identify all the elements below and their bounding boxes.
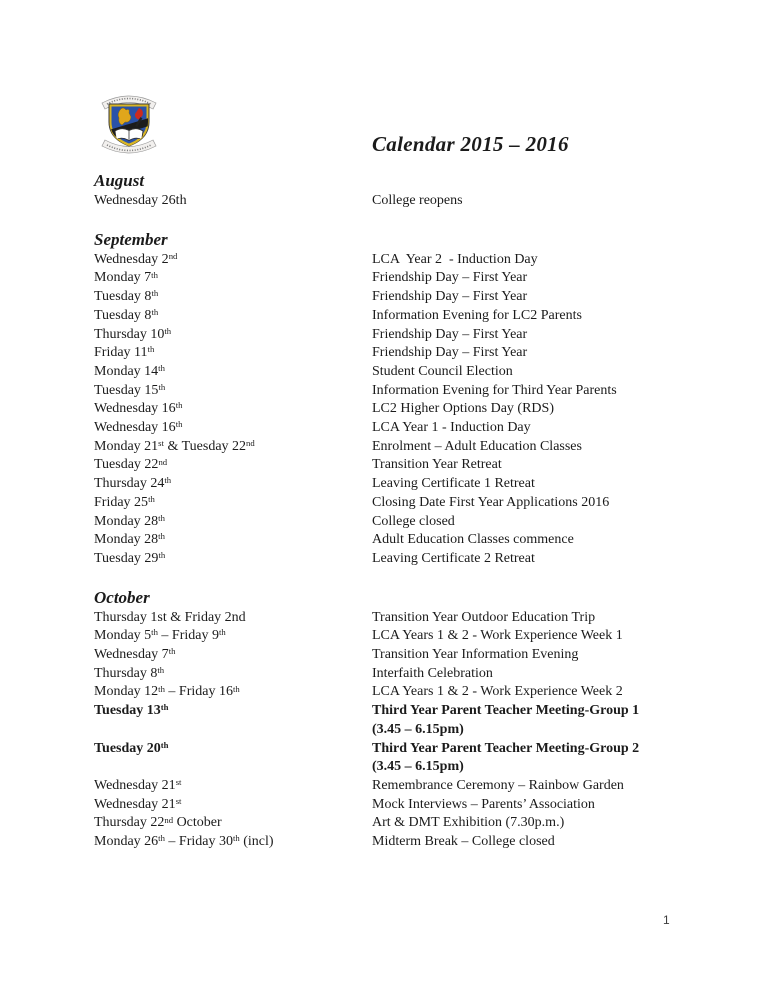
row-date: Friday 11th (94, 344, 155, 361)
row-event: College closed (372, 513, 455, 529)
row-event: Transition Year Retreat (372, 457, 502, 473)
school-crest-icon (95, 86, 163, 164)
calendar-row (94, 665, 710, 684)
row-event: Third Year Parent Teacher Meeting-Group 2 (3.45 – 6.15pm) (372, 740, 640, 775)
row-date: Wednesday 16th (94, 419, 183, 436)
row-event: Friendship Day – First Year (372, 345, 528, 361)
calendar-row (94, 646, 710, 665)
row-event: LCA Year 1 - Induction Day (372, 420, 531, 436)
row-event: Transition Year Information Evening (372, 647, 579, 663)
calendar-row (94, 307, 710, 326)
row-date: Tuesday 15th (94, 381, 166, 398)
row-date: Monday 12th – Friday 16th (94, 683, 240, 700)
row-event: Information Evening for Third Year Parents (372, 382, 617, 398)
calendar-row (94, 796, 710, 815)
row-date: Tuesday 13th (94, 702, 169, 719)
calendar-row (94, 740, 710, 777)
row-event: Art & DMT Exhibition (7.30p.m.) (372, 815, 565, 831)
calendar-row (94, 400, 710, 419)
calendar-row (94, 419, 710, 438)
row-date: Wednesday 7th (94, 646, 176, 663)
calendar-row (94, 550, 710, 569)
row-event: Transition Year Outdoor Education Trip (372, 609, 596, 625)
row-date: Thursday 8th (94, 664, 165, 681)
page-number: 1 (663, 913, 670, 927)
calendar-content (94, 170, 710, 852)
row-event: Leaving Certificate 2 Retreat (372, 550, 535, 566)
calendar-row (94, 192, 710, 211)
calendar-row (94, 363, 710, 382)
row-event: Midterm Break – College closed (372, 834, 555, 850)
row-date: Monday 28th (94, 531, 165, 548)
calendar-row (94, 251, 710, 270)
row-date: Monday 28th (94, 512, 165, 529)
calendar-section-september (94, 229, 710, 569)
row-date: Thursday 1st & Friday 2nd (94, 609, 246, 625)
row-event: Remembrance Ceremony – Rainbow Garden (372, 777, 624, 793)
row-event: Enrolment – Adult Education Classes (372, 438, 582, 454)
calendar-row (94, 833, 710, 852)
row-event: LCA Years 1 & 2 - Work Experience Week 2 (372, 684, 623, 700)
calendar-row (94, 438, 710, 457)
row-date: Tuesday 8th (94, 306, 159, 323)
row-event: LC2 Higher Options Day (RDS) (372, 401, 554, 417)
row-event: Student Council Election (372, 363, 513, 379)
row-event: Leaving Certificate 1 Retreat (372, 476, 535, 492)
row-event: LCA Year 2 - Induction Day (372, 251, 538, 267)
calendar-row (94, 814, 710, 833)
row-date: Monday 26th – Friday 30th (incl) (94, 833, 274, 850)
row-date: Tuesday 22nd (94, 456, 168, 473)
calendar-row (94, 456, 710, 475)
row-date: Monday 14th (94, 363, 165, 379)
calendar-row (94, 609, 710, 628)
section-heading: October (94, 587, 150, 607)
page-title: Calendar 2015 – 2016 (372, 132, 569, 156)
calendar-row (94, 513, 710, 532)
calendar-row (94, 269, 710, 288)
row-date: Thursday 24th (94, 475, 172, 492)
calendar-row (94, 683, 710, 702)
row-date: Monday 21st & Tuesday 22nd (94, 437, 255, 454)
row-event: Friendship Day – First Year (372, 289, 528, 305)
row-date: Tuesday 20th (94, 739, 169, 756)
section-heading: September (94, 229, 168, 249)
calendar-section-august (94, 170, 710, 211)
row-event: College reopens (372, 193, 463, 208)
row-event: Information Evening for LC2 Parents (372, 307, 582, 323)
row-event: Interfaith Celebration (372, 665, 493, 681)
row-date: Thursday 22nd October (94, 814, 222, 831)
calendar-row (94, 326, 710, 345)
row-event: Closing Date First Year Applications 2016 (372, 494, 610, 510)
row-date: Wednesday 2nd (94, 250, 178, 267)
row-event: Third Year Parent Teacher Meeting-Group 1 (3.45 – 6.15pm) (372, 703, 640, 737)
calendar-row (94, 531, 710, 550)
calendar-row (94, 777, 710, 796)
row-date: Wednesday 21st (94, 795, 182, 812)
calendar-row (94, 702, 710, 739)
calendar-row (94, 475, 710, 494)
row-date: Tuesday 8th (94, 288, 159, 305)
row-date: Friday 25th (94, 493, 155, 510)
calendar-row (94, 344, 710, 363)
calendar-row (94, 494, 710, 513)
section-heading: August (94, 171, 145, 190)
calendar-section-october (94, 587, 710, 852)
row-date: Wednesday 21st (94, 777, 182, 793)
row-date: Monday 7th (94, 269, 158, 286)
row-event: Adult Education Classes commence (372, 532, 574, 548)
row-date: Wednesday 26th (94, 193, 187, 208)
row-event: Friendship Day – First Year (372, 326, 528, 342)
row-date: Wednesday 16th (94, 400, 183, 417)
school-crest-logo (95, 86, 163, 164)
calendar-row (94, 382, 710, 401)
row-date: Thursday 10th (94, 325, 172, 342)
row-event: LCA Years 1 & 2 - Work Experience Week 1 (372, 628, 623, 644)
row-event: Mock Interviews – Parents’ Association (372, 796, 595, 812)
row-event: Friendship Day – First Year (372, 270, 528, 286)
calendar-row (94, 288, 710, 307)
calendar-row (94, 627, 710, 646)
row-date: Tuesday 29th (94, 550, 166, 566)
row-date: Monday 5th – Friday 9th (94, 627, 226, 644)
